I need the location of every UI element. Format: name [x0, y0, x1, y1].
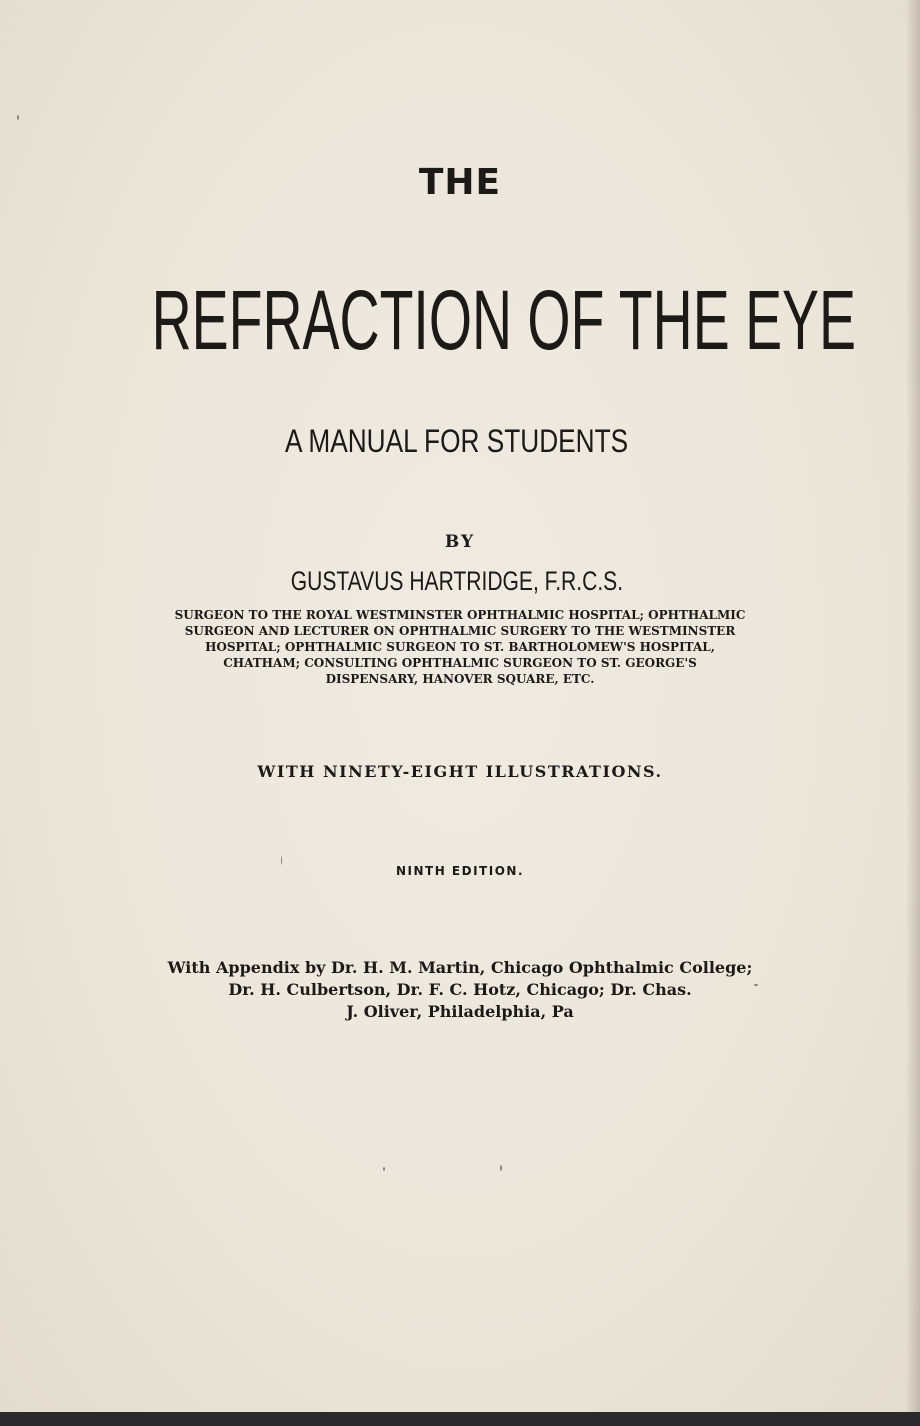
author-credentials-line: SURGEON TO THE ROYAL WESTMINSTER OPHTHALMIC HOSPITAL; OPHTHALMIC — [174, 608, 746, 622]
book-subtitle: A MANUAL FOR STUDENTS — [285, 423, 629, 459]
book-title: REFRACTION OF THE EYE — [151, 273, 857, 367]
by-label: BY — [444, 532, 476, 552]
author-credentials-line: DISPENSARY, HANOVER SQUARE, ETC. — [325, 672, 595, 686]
appendix-note-line: Dr. H. Culbertson, Dr. F. C. Hotz, Chicago; Dr. Chas. — [228, 980, 692, 999]
author-name: GUSTAVUS HARTRIDGE, F.R.C.S. — [290, 566, 624, 596]
paper-speck — [281, 856, 282, 865]
title-article: THE — [418, 162, 502, 203]
author-credentials-line: SURGEON AND LECTURER ON OPHTHALMIC SURGERY TO THE WESTMINSTER — [184, 624, 736, 638]
author-credentials-line: CHATHAM; CONSULTING OPHTHALMIC SURGEON TO ST. GEORGE'S — [223, 656, 697, 670]
paper-speck — [383, 1167, 385, 1171]
paper-speck — [500, 1165, 502, 1171]
edition-label: NINTH EDITION. — [395, 864, 525, 878]
illustrations-note: WITH NINETY-EIGHT ILLUSTRATIONS. — [257, 762, 663, 781]
appendix-note-line: With Appendix by Dr. H. M. Martin, Chicago Ophthalmic College; — [167, 958, 753, 977]
paper-speck — [754, 984, 758, 986]
paper-speck — [17, 115, 19, 120]
author-credentials-line: HOSPITAL; OPHTHALMIC SURGEON TO ST. BARTHOLOMEW'S HOSPITAL, — [205, 640, 715, 654]
appendix-note-line: J. Oliver, Philadelphia, Pa — [346, 1002, 574, 1021]
